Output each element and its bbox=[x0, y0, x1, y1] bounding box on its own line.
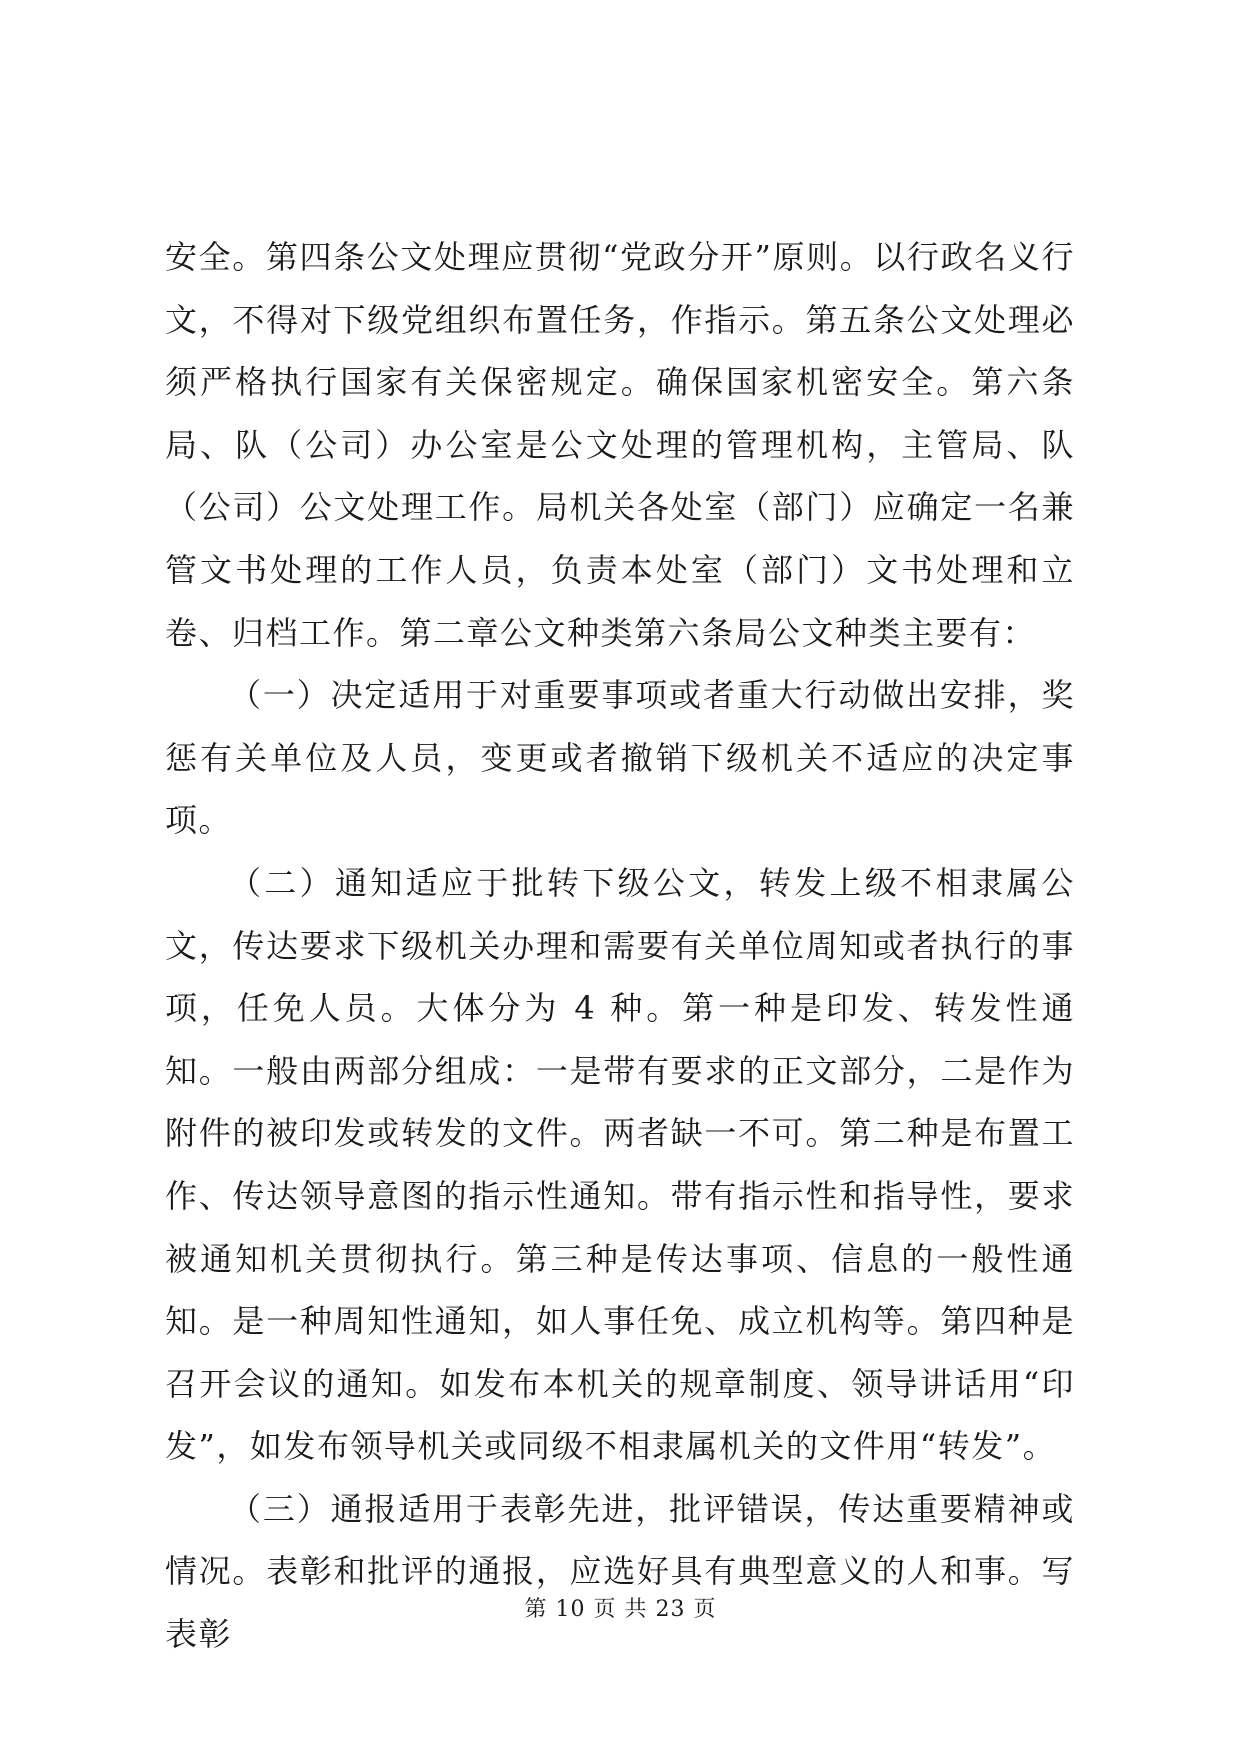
paragraph-item-2: （二）通知适应于批转下级公文，转发上级不相隶属公文，传达要求下级机关办理和需要有关单位周知或者执行的事项，任免人员。大体分为 4 种。第一种是印发、转发性通知。一般由两部分组成：一是带有要求的正文部分，二是作为附件的被印发或转发的文件。两者缺一不可。第二种是布置工作、传达领导意图的指示性通知。带有指示性和指导性，要求被通知机关贯彻执行。第三种是传达事项、信息的一般性通知。是一种周知性通知，如人事任免、成立机构等。第四种是召开会议的通知。如发布本机关的规章制度、领导讲话用“印发”，如发布领导机关或同级不相隶属机关的文件用“转发”。 bbox=[165, 863, 1075, 1466]
page-number-footer: 第 10 页 共 23 页 bbox=[524, 1597, 717, 1622]
paragraph-item-1: （一）决定适用于对重要事项或者重大行动做出安排，奖惩有关单位及人员，变更或者撤销下级机关不适应的决定事项。 bbox=[165, 676, 1075, 840]
document-body bbox=[165, 226, 1075, 1666]
paragraph-continuation: 安全。第四条公文处理应贯彻“党政分开”原则。以行政名义行文，不得对下级党组织布置任务，作指示。第五条公文处理必须严格执行国家有关保密规定。确保国家机密安全。第六条局、队（公司）办公室是公文处理的管理机构，主管局、队（公司）公文处理工作。局机关各处室（部门）应确定一名兼管文书处理的工作人员，负责本处室（部门）文书处理和立卷、归档工作。第二章公文种类第六条局公文种类主要有： bbox=[165, 238, 1075, 652]
paragraph-item-3: （三）通报适用于表彰先进，批评错误，传达重要精神或情况。表彰和批评的通报，应选好具有典型意义的人和事。写表彰 bbox=[165, 1489, 1075, 1654]
